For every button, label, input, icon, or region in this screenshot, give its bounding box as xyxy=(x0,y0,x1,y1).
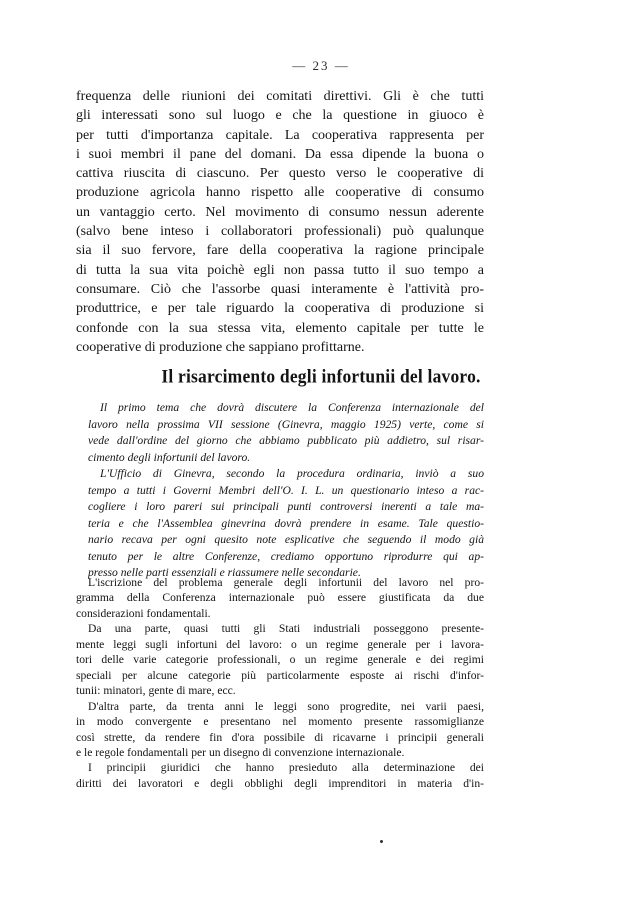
text-line: tenuto per le altre Conferenze, crediamo opportuno riprodurre qui ap- xyxy=(88,549,484,563)
text-line: mente leggi sugli infortuni del lavoro: o un regime generale per i lavora- xyxy=(76,637,484,651)
paragraph-cooperative xyxy=(76,87,484,357)
text-line: produzione agricola hanno rispetto alle cooperative di consumo xyxy=(76,185,484,201)
text-line: diritti dei lavoratori e degli obblighi degli imprenditori in materia d'in- xyxy=(76,776,484,790)
intro-paragraph xyxy=(88,400,484,582)
text-line: teria e che l'Assemblea ginevrina dovrà prendere in esame. Tale questio- xyxy=(88,516,484,530)
text-line: D'altra parte, da trenta anni le leggi sono progredite, nei varii paesi, xyxy=(88,699,484,713)
body-text xyxy=(76,575,484,791)
text-line: tunii: minatori, gente di mare, ecc. xyxy=(76,684,236,698)
text-line: sia il suo fervore, fare della cooperativa la ragione principale xyxy=(76,243,484,259)
text-line: di tutta la sua vita poichè egli non passa tutto il suo tempo a xyxy=(76,262,484,278)
text-line: e le regole fondamentali per un disegno di convenzione internazionale. xyxy=(76,745,405,759)
text-line: tempo a tutti i Governi Membri dell'O. I. L. un questionario inteso a rac- xyxy=(88,483,484,497)
text-line: considerazioni fondamentali. xyxy=(76,606,211,620)
text-line: frequenza delle riunioni dei comitati direttivi. Gli è che tutti xyxy=(76,89,484,104)
text-line: gli interessati sono sul luogo e che la questione in giuoco è xyxy=(76,108,484,124)
text-line: cimento degli infortunii del lavoro. xyxy=(88,450,251,464)
text-line: tori delle varie categorie professionali, o un regime generale e dei regimi xyxy=(76,653,484,667)
text-line: (salvo bene inteso i collaboratori professionali) può qualunque xyxy=(76,224,484,240)
text-line: cattiva riuscita di ciascuno. Per questo verso le cooperative di xyxy=(76,166,484,182)
section-title: Il risarcimento degli infortunii del lavoro. xyxy=(161,365,481,387)
text-line: L'iscrizione del problema generale degli infortunii del lavoro nel pro- xyxy=(88,576,484,589)
text-line: produttrice, e per tale riguardo la cooperativa di produzione si xyxy=(76,301,484,317)
text-line: I principii giuridici che hanno presieduto alla determinazione dei xyxy=(88,761,484,775)
text-line: confonde con la sua stessa vita, elemento capitale per tutte le xyxy=(76,320,484,336)
text-line: lavoro nella prossima VII sessione (Ginevra, maggio 1925) verte, come si xyxy=(88,417,484,431)
text-line: i suoi membri il pane del domani. Da essa dipende la buona o xyxy=(76,146,484,162)
text-line: vede dall'ordine del giorno che abbiamo pubblicato più addietro, sul risar- xyxy=(88,434,484,447)
text-line: Da una parte, quasi tutti gli Stati industriali posseggono presente- xyxy=(88,622,484,636)
text-line: per tutti d'importanza capitale. La cooperativa rappresenta per xyxy=(76,127,484,143)
text-line: gramma della Conferenza internazionale può essere giustificata da due xyxy=(76,591,484,605)
text-line: cooperative di produzione che sappiano profittarne. xyxy=(76,339,365,355)
text-line: speciali per alcune categorie più particolarmente esposte ai rischi d'infor- xyxy=(76,668,484,682)
text-line: in modo convergente e presentano nel momento presente rassomiglianze xyxy=(76,715,484,729)
text-line: Il primo tema che dovrà discutere la Conferenza internazionale del xyxy=(100,401,484,414)
text-line: consumare. Ciò che l'assorbe quasi interamente è l'attività pro- xyxy=(76,281,484,297)
text-line: nario recava per ogni quesito note esplicative che seguendo il modo già xyxy=(88,533,484,546)
text-line: così strette, da rendere fin d'ora possibile di ricavarne i principii generali xyxy=(76,730,484,744)
page-number: — 23 — xyxy=(292,58,350,73)
text-line: un vantaggio certo. Nel movimento di consumo nessun aderente xyxy=(76,204,484,220)
text-line: L'Ufficio di Ginevra, secondo la procedura ordinaria, inviò a suo xyxy=(100,467,484,480)
ink-speck xyxy=(380,840,383,843)
text-line: presso nelle parti essenziali e riassumere nelle secondarie. xyxy=(88,566,361,579)
text-line: cogliere i loro pareri sui principali punti controversi inerenti a tale ma- xyxy=(88,500,484,513)
